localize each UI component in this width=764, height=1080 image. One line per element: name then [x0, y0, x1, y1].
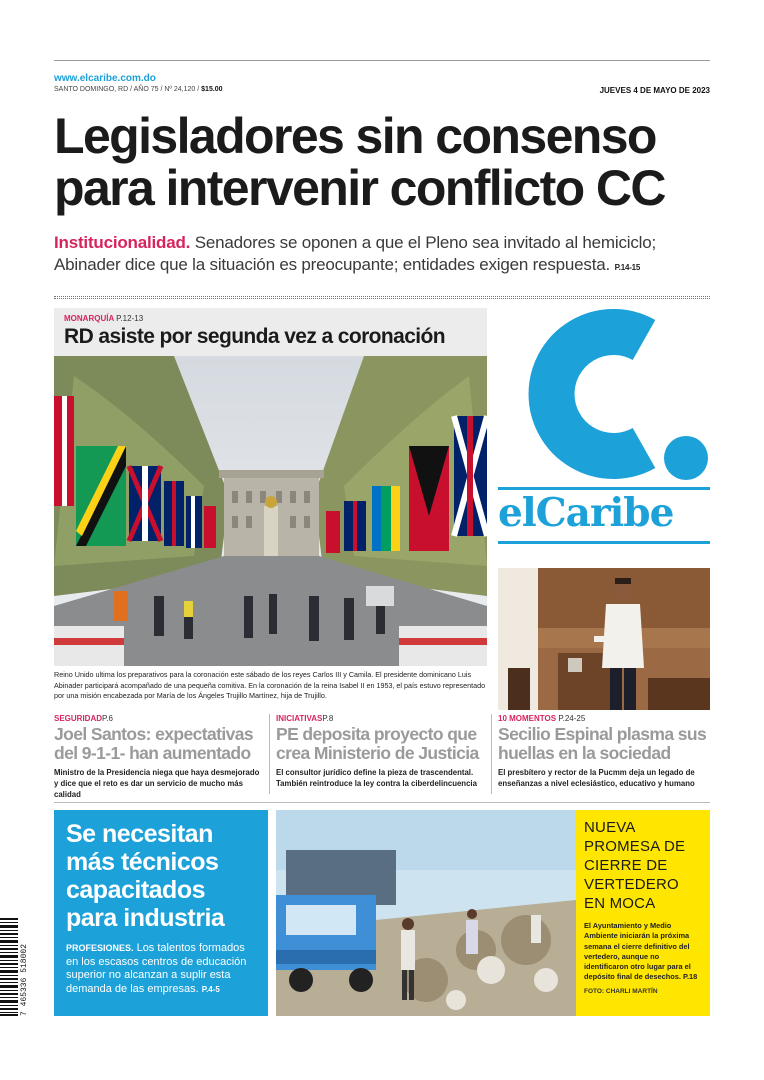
tecnicos-body-text: Los talentos formados en los escasos centros de educación superior no alcanzan a suplir esta demanda de las empresas.: [66, 942, 247, 995]
story-page-ref: P.8: [322, 714, 334, 723]
monarquia-page-ref: P.12-13: [116, 314, 144, 323]
story-body: El consultor jurídico define la pieza de trascendental. También reintroduce la ley contra la ciberdelincuencia: [276, 768, 477, 788]
website-link[interactable]: www.elcaribe.com.do: [54, 73, 156, 84]
top-rule: [54, 60, 710, 61]
vertedero-body-text: El Ayuntamiento y Medio Ambiente iniciarán la próxima semana el cierre definitivo del vertedero, aunque no identificaron otro lugar para el depósito final de desechos.: [584, 921, 691, 982]
monarquia-title: RD asiste por segunda vez a coronación: [64, 325, 445, 348]
tecnicos-body: [66, 942, 256, 996]
column-divider: [491, 714, 492, 794]
story-page-ref: P.6: [102, 714, 113, 723]
story-section-label: INICIATIVAS: [276, 714, 323, 723]
lead-summary-text: Senadores se oponen a que el Pleno sea invitado al hemiciclo; Abinader dice que la situación es preocupante; entidades exigen respuesta.: [54, 233, 656, 274]
lead-summary: [54, 232, 714, 279]
edition-date: JUEVES 4 DE MAYO DE 2023: [599, 86, 710, 95]
story-title: Joel Santos: expectativas del 9-1-1- han aumentado: [54, 724, 253, 763]
monarquia-section: [64, 314, 477, 323]
story-title: PE deposita proyecto que crea Ministerio de Justicia: [276, 724, 479, 763]
story-body: Ministro de la Presidencia niega que haya desmejorado y dice que el reto es dar un servicio de mucho más calidad: [54, 768, 260, 799]
tecnicos-kicker: PROFESIONES.: [66, 943, 134, 953]
vertedero-body: [584, 921, 702, 983]
tecnicos-page-ref: P.4-5: [201, 984, 220, 994]
section-divider: [54, 802, 710, 803]
lead-kicker: Institucionalidad.: [54, 233, 191, 252]
edition-price: $15.00: [201, 86, 223, 93]
espinal-photo[interactable]: [498, 568, 710, 710]
coronation-photo[interactable]: [54, 356, 487, 666]
logo-rule-bottom: [498, 541, 710, 544]
vertedero-page-ref: P.18: [682, 972, 698, 982]
espinal-photo-image: [498, 568, 710, 710]
monarquia-header[interactable]: [54, 308, 487, 356]
story-section-label: 10 MOMENTOS: [498, 714, 557, 723]
photo-credit: FOTO: CHARLI MARTÍN: [584, 987, 658, 995]
coronation-photo-image: [54, 356, 487, 666]
story-iniciativas[interactable]: [276, 714, 486, 789]
edition-meta: [54, 86, 223, 93]
story-section: [498, 714, 708, 723]
vertedero-box[interactable]: [576, 810, 710, 1016]
barcode-number: 7 465336 518002: [20, 943, 29, 1016]
story-section-label: SEGURIDAD: [54, 714, 103, 723]
coronation-caption: Reino Unido ultima los preparativos para la coronación este sábado de los reyes Carlos III y Camila. El presidente dominicano Luis Abinader participará acompañado de una pequeña comitiva. En la coronación de la reina Isabel II en 1953, el país estuvo representado por una misión encabezada por María de los Ángeles Trujillo Martínez, hija de Trujillo.: [54, 670, 486, 700]
column-divider: [269, 714, 270, 794]
story-seguridad[interactable]: [54, 714, 264, 800]
story-section: [276, 714, 486, 723]
story-body: El presbítero y rector de la Pucmm deja un legado de enseñanzas a nivel eclesiástico, educativo y humano: [498, 768, 695, 788]
monarquia-section-label: MONARQUÍA: [64, 314, 114, 323]
story-momentos[interactable]: [498, 714, 708, 789]
tecnicos-title: Se necesitan más técnicos capacitados para industria: [66, 820, 225, 932]
lead-headline-line1: Legisladores sin consenso: [54, 108, 656, 164]
logo-wordmark: elCaribe: [498, 490, 674, 536]
vertedero-photo[interactable]: [276, 810, 576, 1016]
vertedero-title: NUEVA PROMESA DE CIERRE DE VERTEDERO EN MOCA: [584, 819, 686, 912]
tecnicos-box[interactable]: [54, 810, 268, 1016]
story-section: [54, 714, 264, 723]
edition-info: SANTO DOMINGO, RD / AÑO 75 / Nº 24,120 /: [54, 86, 200, 93]
story-page-ref: P.24-25: [558, 714, 586, 723]
lead-headline-line2: para intervenir conflicto CC: [54, 160, 665, 216]
vertedero-photo-image: [276, 810, 576, 1016]
elcaribe-logo-icon[interactable]: [494, 300, 714, 490]
lead-headline[interactable]: [54, 110, 714, 214]
story-title: Secilio Espinal plasma sus huellas en la sociedad: [498, 724, 707, 763]
lead-page-ref: P.14-15: [614, 263, 641, 272]
dotted-divider: [54, 296, 710, 299]
